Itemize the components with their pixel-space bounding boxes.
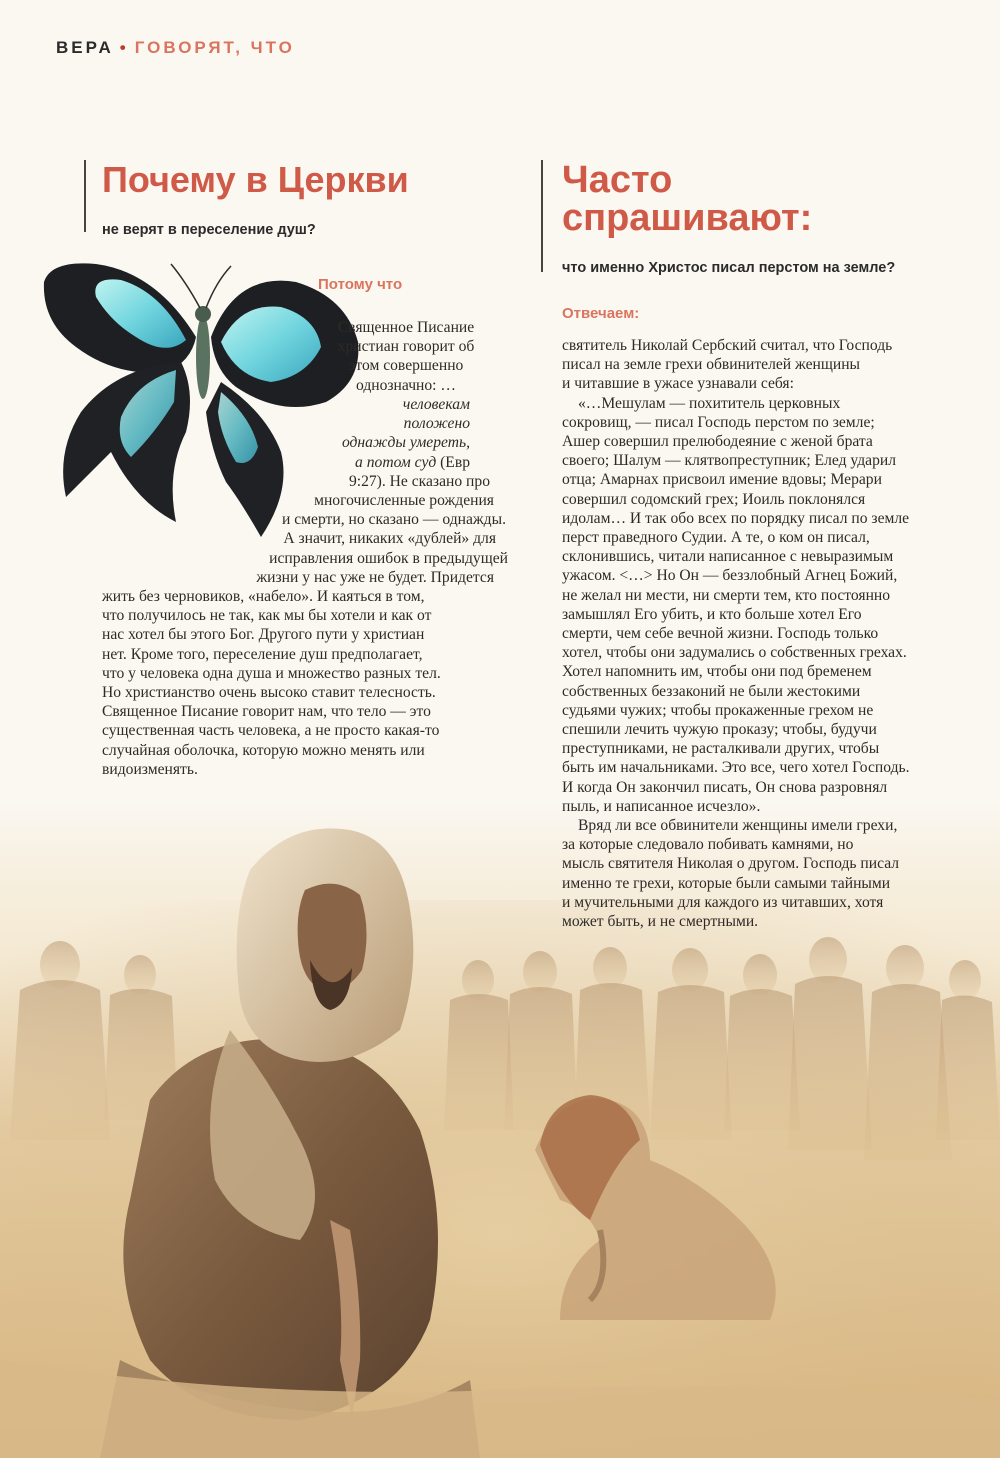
left-article-subtitle: не верят в переселение душ? [102,222,316,238]
body-line: именно те грехи, которые были самыми тайными [562,874,891,892]
body-line: Хотел напомнить им, чтобы они под бременем [562,663,872,681]
body-line: спешили лечить чужую проказу; чтобы, будучи [562,721,877,739]
body-line: перст праведного Судии. А те, о ком он писал, [562,529,870,547]
body-line: нет. Кроме того, переселение душ предполагает, [102,645,423,663]
body-line: А значит, никаких «дублей» для [283,530,496,548]
body-line: не желал ни мести, ни смерти тем, кто постоянно [562,586,891,604]
body-line: отца; Амарнах присвоил имение вдовы; Мерари [562,471,882,489]
body-line: святитель Николай Сербский считал, что Господь [562,337,893,354]
running-head [56,38,295,58]
body-line: и мучительными для каждого из читавших, хотя [562,893,884,911]
body-line: писал на земле грехи обвинителей женщины [562,356,861,374]
quote-line: положено [403,415,470,433]
body-line: этом совершенно [348,357,464,375]
right-article-title-line-1: Часто [562,159,673,201]
body-line: Вряд ли все обвинители женщины имели грехи, [578,817,898,835]
body-line: нас хотел бы этого Бог. Другого пути у христиан [102,626,425,644]
body-line: существенная часть человека, а не просто какая-то [102,722,440,740]
body-line: собственных беззаконий не были жестокими [562,682,861,700]
body-line: «…Мешулам — похититель церковных [578,394,841,412]
right-article-title-line-2: спрашивают: [562,197,813,239]
body-line: видоизменять. [102,760,198,778]
body-line: Ашер совершил прелюбодеяние с женой брата [562,433,873,451]
left-article-body-top [316,318,496,395]
right-article-body [562,336,982,931]
body-line: однозначно: … [355,376,457,394]
body-line: идолам… И так обо всех по порядку писал по земле [562,509,910,527]
section-name: ВЕРА [56,38,114,57]
body-line: судьями чужих; чтобы прокаженные грехом не [562,701,874,719]
left-column-rule [84,160,86,232]
separator-dot: • [119,38,129,57]
body-line: что получилось не так, как мы бы хотели и как от [102,607,432,625]
body-line: быть им начальниками. Это все, чего хотел Господь. [562,759,910,777]
left-article-lead: Потому что [318,276,403,293]
body-line: своего; Шалум — клятвопреступник; Елед ударил [562,452,897,470]
right-article-subtitle: что именно Христос писал перстом на земле? [562,260,896,276]
body-line: хотел, чтобы они задумались о собственных грехах. [562,644,907,662]
right-article-lead: Отвечаем: [562,305,640,322]
body-line: И когда Он закончил писать, Он снова разровнял [562,778,888,796]
body-line: исправления ошибок в предыдущей [269,549,508,567]
body-line: за которые следовало побивать камнями, но [562,836,854,854]
body-line: Но христианство очень высоко ставит телесность. [102,684,436,702]
body-line: Священное Писание [337,319,475,336]
quote-line: человекам [402,396,470,413]
body-line: жить без черновиков, «набело». И каяться в том, [102,588,425,605]
body-line: Священное Писание говорит нам, что тело — это [102,703,431,721]
quote-reference: (Евр [436,453,470,471]
body-line: преступниками, не расталкивали других, чтобы [562,740,880,758]
body-line: случайная оболочка, которую можно менять или [102,741,425,759]
body-line: может быть, и не смертными. [562,913,759,931]
body-line: христиан говорит об [337,338,475,356]
body-line: мысль святителя Николая о другом. Господь писал [562,855,900,873]
body-line: склонившись, читали написанное с невыразимым [562,548,894,566]
quote-line: однажды умереть, [341,434,470,452]
body-line: 9:27). Не сказано про [348,473,490,490]
body-line: и читавшие в ужасе узнавали себя: [562,375,794,393]
body-line: пыль, и написанное исчезло». [562,797,761,815]
rubric-name: ГОВОРЯТ, ЧТО [134,38,295,57]
left-article-title: Почему в Церкви [102,159,409,200]
right-column-rule [541,160,543,272]
body-line: замышлял Его убить, и кто больше хотел Его [562,605,862,623]
left-article-body-wrap [102,491,514,587]
body-line: что у человека одна душа и множество разных тел. [102,664,441,682]
body-line: сокровищ, — писал Господь перстом по земле; [562,413,875,431]
body-line: совершил содомский грех; Иоиль поклонялся [562,490,866,508]
body-line: и смерти, но сказано — однажды. [282,511,506,529]
body-line: жизни у нас уже не будет. Придется [256,568,494,586]
body-line: многочисленные рождения [314,492,494,509]
body-line: ужасом. <…> Но Он — беззлобный Агнец Божий, [562,567,898,585]
left-article-body-middle [300,472,490,491]
quote-line: а потом суд [355,453,437,471]
body-line: смерти, чем себе вечной жизни. Господь только [562,625,879,643]
scripture-quote [270,395,470,472]
left-article-body-full [102,587,522,779]
